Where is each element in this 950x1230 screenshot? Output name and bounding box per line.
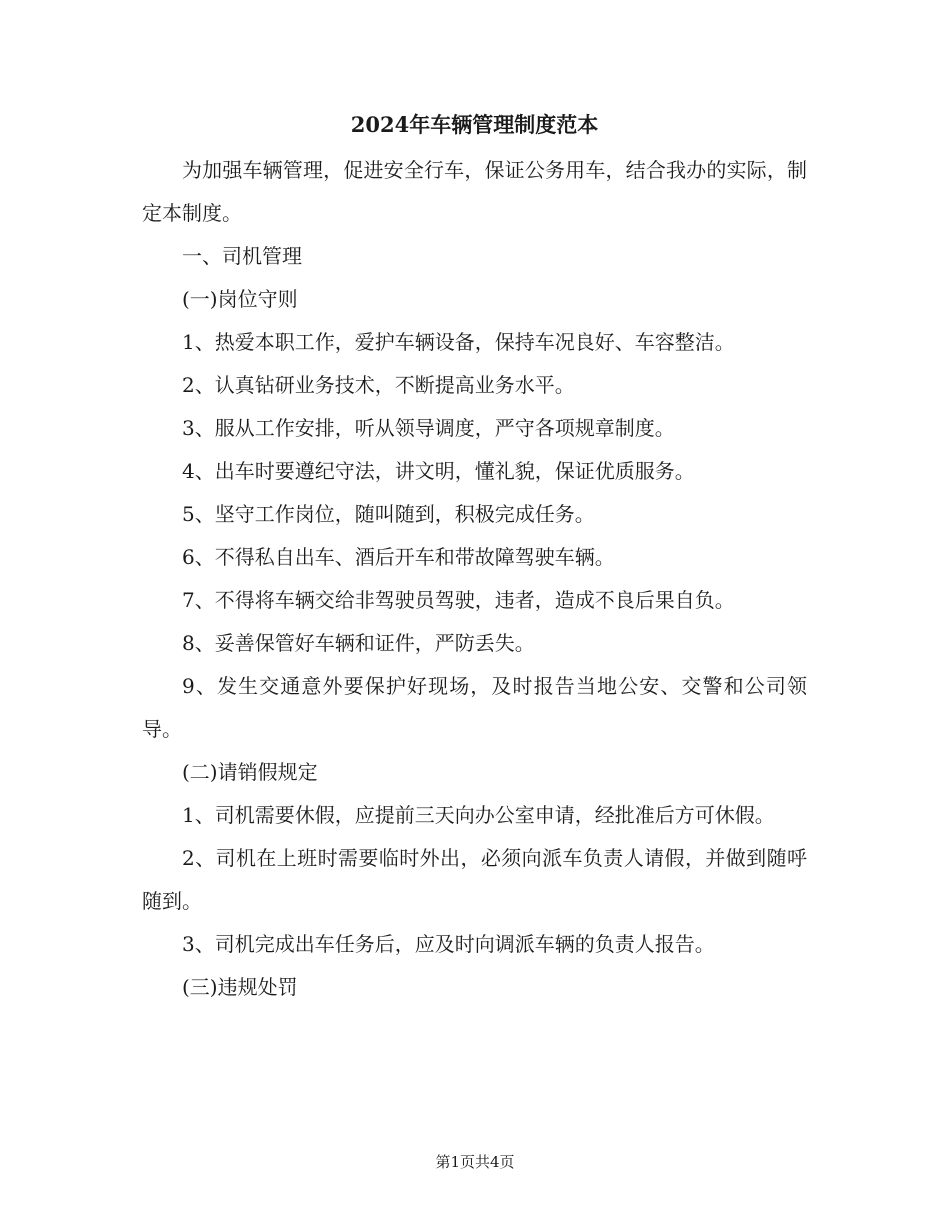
subsection-heading-penalties: (三)违规处罚 [182, 975, 298, 999]
page-number-footer: 第1页共4页 [435, 1153, 515, 1171]
rule-item-3: 3、服从工作安排，听从领导调度，严守各项规章制度。 [182, 416, 675, 440]
rule-item-2: 2、认真钻研业务技术，不断提高业务水平。 [182, 373, 575, 397]
leave-item-1: 1、司机需要休假，应提前三天向办公室申请，经批准后方可休假。 [182, 803, 775, 827]
rule-item-6: 6、不得私自出车、酒后开车和带故障驾驶车辆。 [182, 545, 615, 569]
document-body [142, 105, 807, 1009]
leave-item-3: 3、司机完成出车任务后，应及时向调派车辆的负责人报告。 [182, 932, 715, 956]
paragraph-intro: 为加强车辆管理，促进安全行车，保证公务用车，结合我办的实际，制定本制度。 [142, 158, 807, 225]
rule-item-7: 7、不得将车辆交给非驾驶员驾驶，违者，造成不良后果自负。 [182, 588, 735, 612]
rule-item-4: 4、出车时要遵纪守法，讲文明，懂礼貌，保证优质服务。 [182, 459, 695, 483]
leave-item-2: 2、司机在上班时需要临时外出，必须向派车负责人请假，并做到随呼随到。 [142, 846, 807, 913]
section-heading-driver-management: 一、司机管理 [182, 244, 302, 268]
subsection-heading-leave-rules: (二)请销假规定 [182, 760, 318, 784]
rule-item-1: 1、热爱本职工作，爱护车辆设备，保持车况良好、车容整洁。 [182, 330, 735, 354]
subsection-heading-job-rules: (一)岗位守则 [182, 287, 298, 311]
rule-item-9: 9、发生交通意外要保护好现场，及时报告当地公安、交警和公司领导。 [142, 674, 807, 741]
document-title: 2024年车辆管理制度范本 [350, 112, 599, 137]
rule-item-5: 5、坚守工作岗位，随叫随到，积极完成任务。 [182, 502, 595, 526]
rule-item-8: 8、妥善保管好车辆和证件，严防丢失。 [182, 631, 535, 655]
